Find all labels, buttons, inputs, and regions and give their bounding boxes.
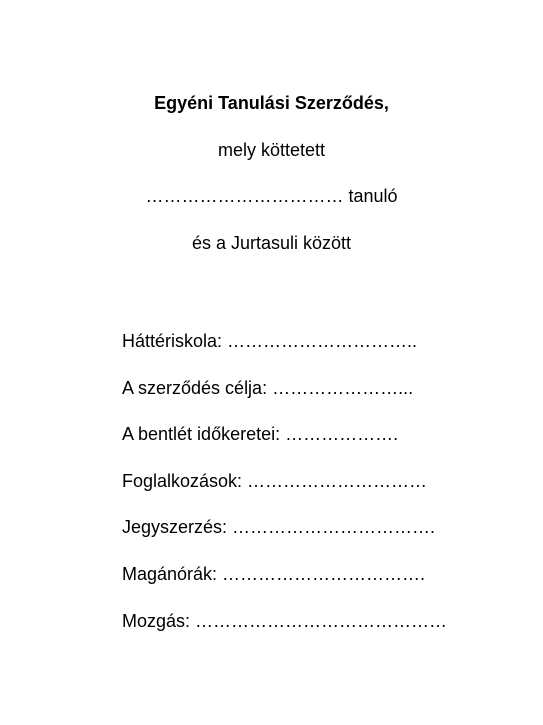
contract-title: Egyéni Tanulási Szerződés, bbox=[154, 93, 389, 113]
field-jegyszerzes: Jegyszerzés: ……………………………. bbox=[122, 517, 436, 538]
contract-subtitle-line-3: és a Jurtasuli között bbox=[191, 232, 352, 253]
field-bentlet-idokeretei: A bentlét időkeretei: ………………. bbox=[122, 424, 399, 445]
student-name-blank-line: …………………………… tanuló bbox=[145, 186, 398, 206]
field-szerzodes-celja: A szerződés célja: …………………... bbox=[122, 377, 414, 398]
contract-subtitle-line-1: mely köttetett bbox=[217, 139, 326, 160]
field-mozgas: Mozgás: …………………………………… bbox=[122, 610, 448, 631]
field-foglalkozasok: Foglalkozások: ………………………… bbox=[122, 470, 428, 491]
contract-header bbox=[0, 92, 543, 278]
field-hatteriskola: Háttériskola: ………………………….. bbox=[122, 331, 418, 351]
field-maganorak: Magánórák: ……………………………. bbox=[122, 563, 426, 584]
contract-fields bbox=[122, 330, 522, 656]
